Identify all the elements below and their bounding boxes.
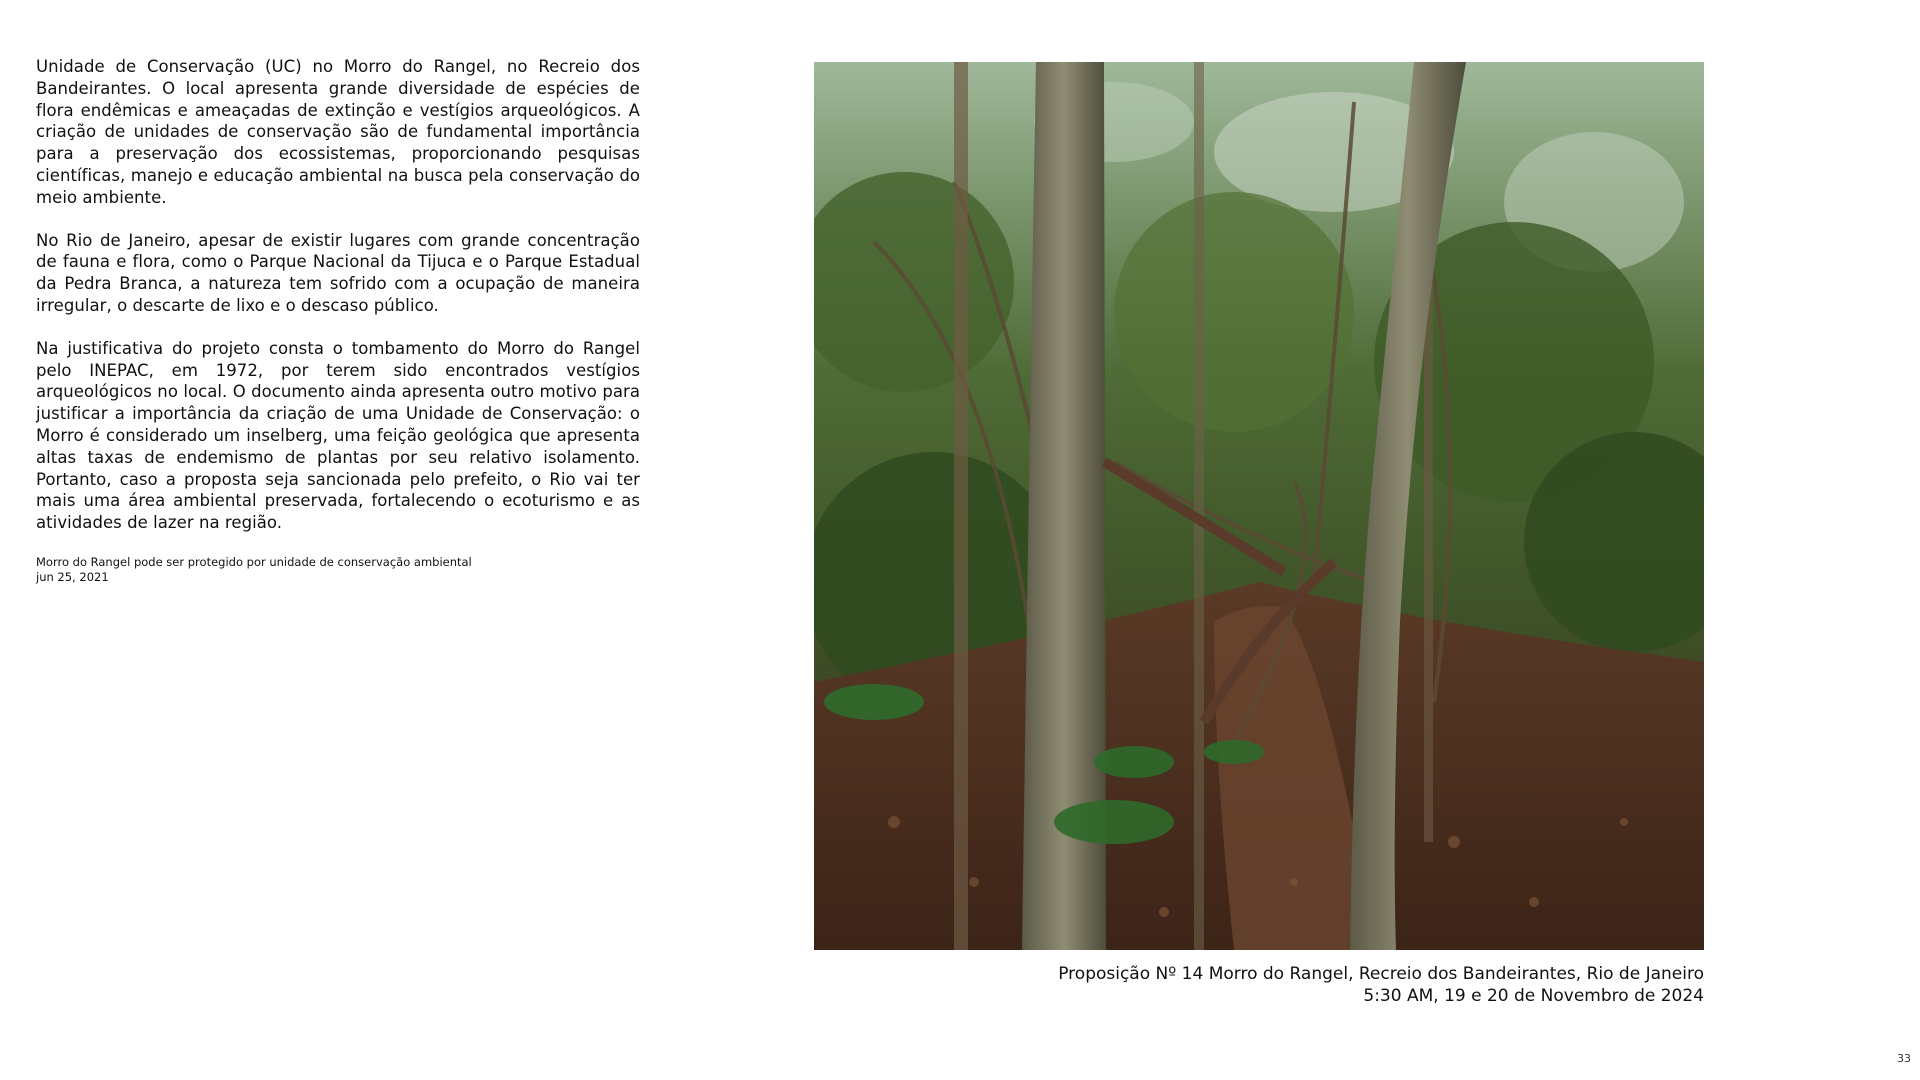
caption-line-2: 5:30 AM, 19 e 20 de Novembro de 2024 — [1363, 986, 1704, 1006]
paragraph-3: Na justificativa do projeto consta o tombamento do Morro do Rangel pelo INEPAC, em 1972, por terem sido encontrados vestígios arqueológicos no local. O documento ainda apresenta outro motivo para justificar a importância da criação de uma Unidade de Conservação: o Morro é considerado um inselberg, uma feição geológica que apresenta altas taxas de endemismo de plantas por seu relativo isolamento. Portanto, caso a proposta seja sancionada pelo prefeito, o Rio vai ter mais uma área ambiental preservada, fortalecendo o ecoturismo e as atividades de lazer na região. — [36, 338, 640, 533]
source-date: jun 25, 2021 — [36, 569, 109, 584]
forest-trail-photo — [814, 62, 1704, 950]
source-title: Morro do Rangel pode ser protegido por unidade de conservação ambiental — [36, 554, 472, 569]
text-column — [36, 56, 640, 585]
source-citation — [36, 555, 640, 585]
page-number: 33 — [1897, 1052, 1911, 1065]
caption-line-1: Proposição Nº 14 Morro do Rangel, Recreio dos Bandeirantes, Rio de Janeiro — [1058, 964, 1704, 984]
photo-caption — [1058, 963, 1704, 1007]
paragraph-2: No Rio de Janeiro, apesar de existir lugares com grande concentração de fauna e flora, como o Parque Nacional da Tijuca e o Parque Estadual da Pedra Branca, a natureza tem sofrido com a ocupação de maneira irregular, o descarte de lixo e o descaso público. — [36, 230, 640, 315]
forest-illustration — [814, 62, 1704, 950]
paragraph-1: Unidade de Conservação (UC) no Morro do Rangel, no Recreio dos Bandeirantes. O local apresenta grande diversidade de espécies de flora endêmicas e ameaçadas de extinção e vestígios arqueológicos. A criação de unidades de conservação são de fundamental importância para a preservação dos ecossistemas, proporcionando pesquisas científicas, manejo e educação ambiental na busca pela conservação do meio ambiente. — [36, 57, 640, 207]
